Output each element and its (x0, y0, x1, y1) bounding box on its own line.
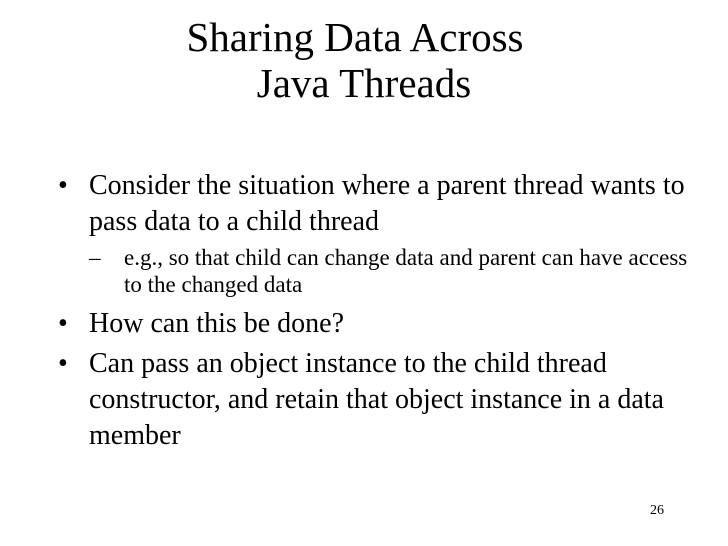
sub-bullet-marker: – (89, 245, 101, 270)
bullet-item (58, 306, 708, 342)
page-number: 26 (650, 503, 664, 518)
bullet-marker: • (58, 170, 68, 201)
sub-bullet-item (89, 244, 708, 298)
bullet-text: How can this be done? (89, 308, 345, 339)
sub-bullet-text: e.g., so that child can change data and parent can have access to the changed data (124, 245, 688, 297)
bullet-text: Can pass an object instance to the child thread constructor, and retain that object instance in a data member (89, 348, 664, 451)
bullet-list (58, 168, 708, 458)
bullet-item (58, 346, 708, 454)
slide-title (0, 14, 728, 106)
title-line-2: Java Threads (256, 60, 472, 106)
bullet-marker: • (58, 308, 68, 339)
title-line-1: Sharing Data Across (186, 14, 524, 60)
bullet-item (58, 168, 708, 240)
bullet-text: Consider the situation where a parent thread wants to pass data to a child thread (89, 170, 685, 237)
bullet-marker: • (58, 348, 68, 379)
